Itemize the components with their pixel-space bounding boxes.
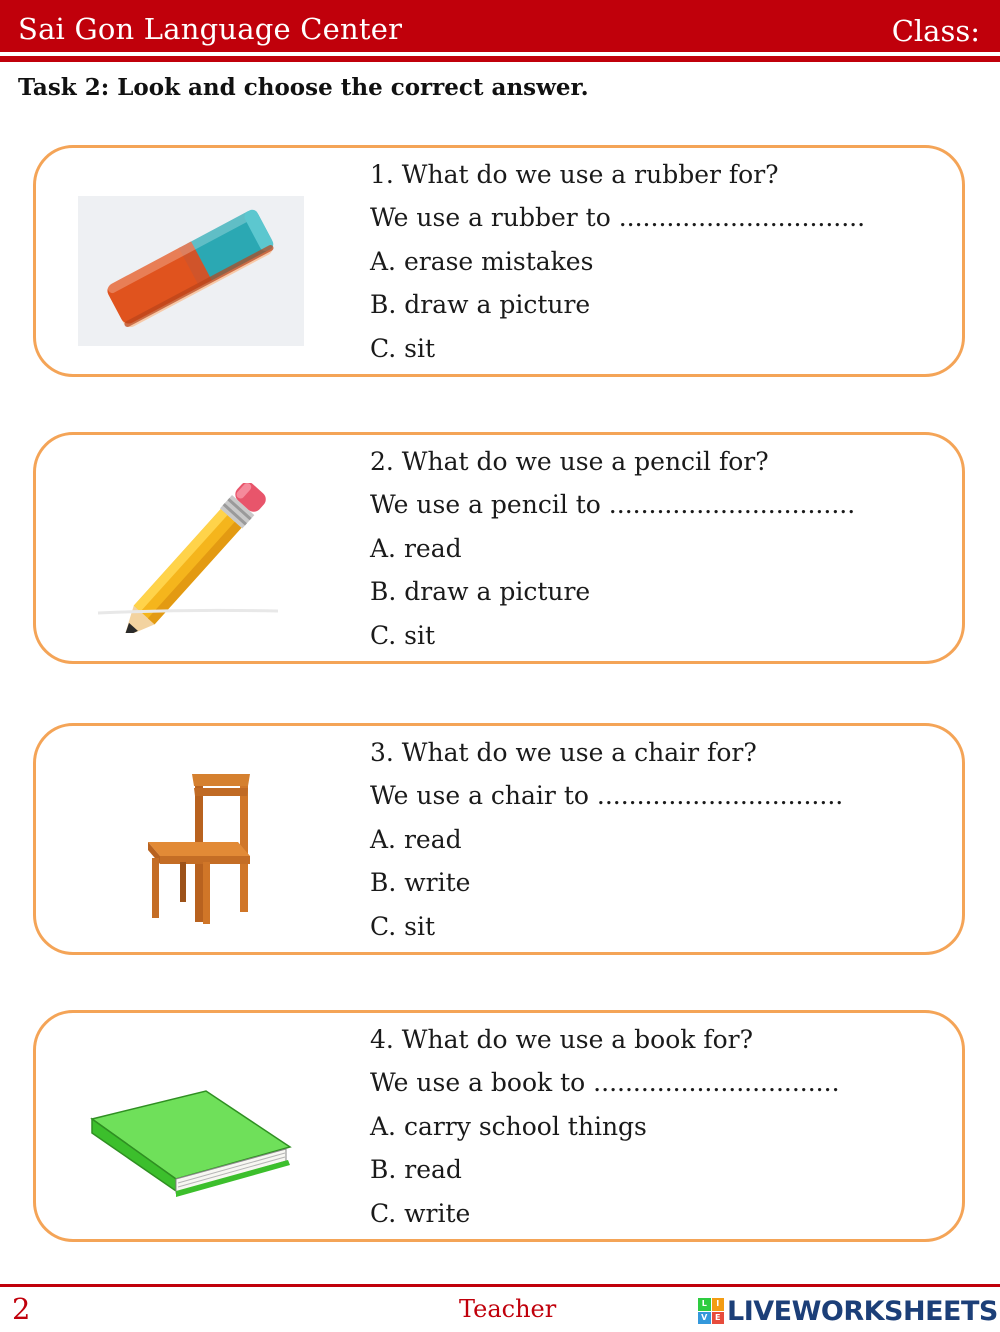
brand-wordmark: LIVEWORKSHEETS <box>727 1295 998 1327</box>
pencil-image <box>78 483 304 633</box>
option-c[interactable]: C. sit <box>370 620 436 650</box>
header-divider <box>0 56 1000 62</box>
rubber-eraser-image <box>78 196 304 346</box>
question-text-1 <box>370 160 930 377</box>
option-b[interactable]: B. write <box>370 868 471 898</box>
question-text-2 <box>370 447 930 664</box>
liveworksheets-logo[interactable] <box>698 1296 998 1326</box>
question-card-1 <box>33 145 965 377</box>
answer-sentence[interactable]: We use a chair to ............................... <box>370 781 844 811</box>
book-image <box>78 1061 304 1211</box>
chair-image <box>78 774 304 924</box>
question-prompt: 2. What do we use a pencil for? <box>370 447 769 476</box>
answer-sentence[interactable]: We use a book to ............................... <box>370 1068 840 1098</box>
question-card-2 <box>33 432 965 664</box>
option-a[interactable]: A. carry school things <box>370 1111 647 1141</box>
class-label: Class: <box>891 14 980 48</box>
option-a[interactable]: A. read <box>370 824 462 854</box>
option-c[interactable]: C. sit <box>370 333 436 363</box>
teacher-label: Teacher <box>459 1295 557 1323</box>
question-prompt: 3. What do we use a chair for? <box>370 738 757 767</box>
question-prompt: 4. What do we use a book for? <box>370 1025 754 1054</box>
question-card-4 <box>33 1010 965 1242</box>
option-a[interactable]: A. read <box>370 533 462 563</box>
option-b[interactable]: B. read <box>370 1155 462 1185</box>
answer-sentence[interactable]: We use a pencil to ............................... <box>370 490 856 520</box>
option-c[interactable]: C. sit <box>370 911 436 941</box>
header-bar <box>0 0 1000 52</box>
option-b[interactable]: B. draw a picture <box>370 577 591 607</box>
question-card-3 <box>33 723 965 955</box>
page-number: 2 <box>12 1292 31 1326</box>
option-b[interactable]: B. draw a picture <box>370 290 591 320</box>
option-a[interactable]: A. erase mistakes <box>370 246 594 276</box>
answer-sentence[interactable]: We use a rubber to ............................... <box>370 203 866 233</box>
task-title: Task 2: Look and choose the correct answer. <box>18 74 589 101</box>
center-name: Sai Gon Language Center <box>18 12 403 46</box>
question-text-4 <box>370 1025 930 1242</box>
footer-divider <box>0 1284 1000 1287</box>
option-c[interactable]: C. write <box>370 1198 471 1228</box>
liveworksheets-logo-icon: L I V E <box>698 1298 724 1324</box>
question-text-3 <box>370 738 930 955</box>
question-prompt: 1. What do we use a rubber for? <box>370 160 779 189</box>
